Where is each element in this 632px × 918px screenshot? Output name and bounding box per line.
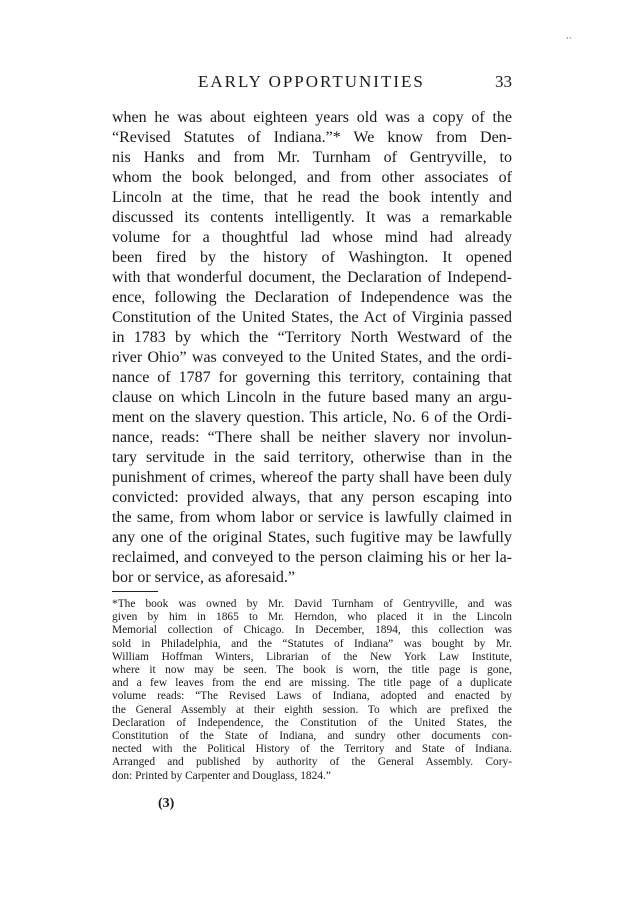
footnote — [112, 597, 512, 787]
footnote-line: Declaration of Independence, the Constitution of the United States, the — [112, 716, 512, 729]
body-line: any one of the original States, such fugitive may be lawfully — [112, 529, 512, 546]
body-line: when he was about eighteen years old was a copy of the — [112, 109, 512, 126]
footnote-line: volume reads: “The Revised Laws of Indiana, adopted and enacted by — [112, 690, 512, 703]
body-text — [112, 106, 512, 586]
footnote-line: where it now may be seen. The book is worn, the title page is gone, — [112, 664, 512, 676]
body-line: “Revised Statutes of Indiana.”* We know from Den- — [112, 129, 512, 146]
body-line: ment on the slavery question. This article, No. 6 of the Ordi- — [112, 409, 512, 426]
body-line: clause on which Lincoln in the future based many an argu- — [112, 389, 512, 406]
body-line: nis Hanks and from Mr. Turnham of Gentryville, to — [112, 149, 512, 166]
signature-mark: (3) — [158, 796, 175, 811]
body-line: whom the book belonged, and from other associates of — [112, 169, 512, 186]
footnote-line: Arranged and published by authority of the General Assembly. Cory- — [112, 756, 512, 769]
footnote-line: nected with the Political History of the Territory and State of Indiana. — [112, 743, 512, 756]
body-line: nance of 1787 for governing this territory, containing that — [112, 369, 512, 386]
running-title: EARLY OPPORTUNITIES — [198, 72, 425, 91]
footnote-line: *The book was owned by Mr. David Turnham of Gentryville, and was — [112, 598, 512, 610]
running-head — [112, 72, 512, 96]
footnote-line: William Hoffman Winters, Librarian of the New York Law Institute, — [112, 650, 512, 663]
body-line: the same, from whom labor or service is lawfully claimed in — [112, 509, 512, 526]
body-line: convicted: provided always, that any person escaping into — [112, 489, 512, 506]
footnote-line: Constitution of the State of Indiana, and sundry other documents con- — [112, 730, 512, 742]
body-line: bor or service, as aforesaid.” — [112, 569, 296, 586]
footnote-line: given by him in 1865 to Mr. Herndon, who placed it in the Lincoln — [112, 611, 512, 624]
page-speck: ·· — [566, 34, 572, 44]
page-number: 33 — [495, 72, 512, 91]
footnote-rule — [112, 591, 158, 592]
body-line: ence, following the Declaration of Independence was the — [112, 289, 512, 306]
body-line: volume for a thoughtful lad whose mind had already — [112, 229, 512, 246]
footnote-line: Memorial collection of Chicago. In December, 1894, this collection was — [112, 624, 512, 637]
body-line: Constitution of the United States, the Act of Virginia passed — [112, 309, 512, 326]
body-line: punishment of crimes, whereof the party shall have been duly — [112, 469, 512, 486]
body-line: discussed its contents intelligently. It was a remarkable — [112, 209, 512, 226]
footnote-line: the General Assembly at their eighth session. To which are prefixed the — [112, 703, 512, 716]
footnote-line: and a few leaves from the end are missing. The title page of a duplicate — [112, 677, 512, 690]
body-line: Lincoln at the time, that he read the book intently and — [112, 189, 512, 206]
footnote-line: sold in Philadelphia, and the “Statutes of Indiana” was bought by Mr. — [112, 637, 512, 650]
body-line: nance, reads: “There shall be neither slavery nor involun- — [112, 429, 512, 446]
body-line: been fired by the history of Washington. It opened — [112, 249, 512, 266]
footnote-line: don: Printed by Carpenter and Douglass, 1824.” — [112, 769, 331, 782]
body-line: with that wonderful document, the Declaration of Independ- — [112, 269, 512, 286]
body-line: in 1783 by which the “Territory North Westward of the — [112, 329, 512, 346]
body-line: reclaimed, and conveyed to the person claiming his or her la- — [112, 549, 512, 566]
body-line: tary servitude in the said territory, otherwise than in the — [112, 449, 512, 466]
body-line: river Ohio” was conveyed to the United States, and the ordi- — [112, 349, 512, 366]
